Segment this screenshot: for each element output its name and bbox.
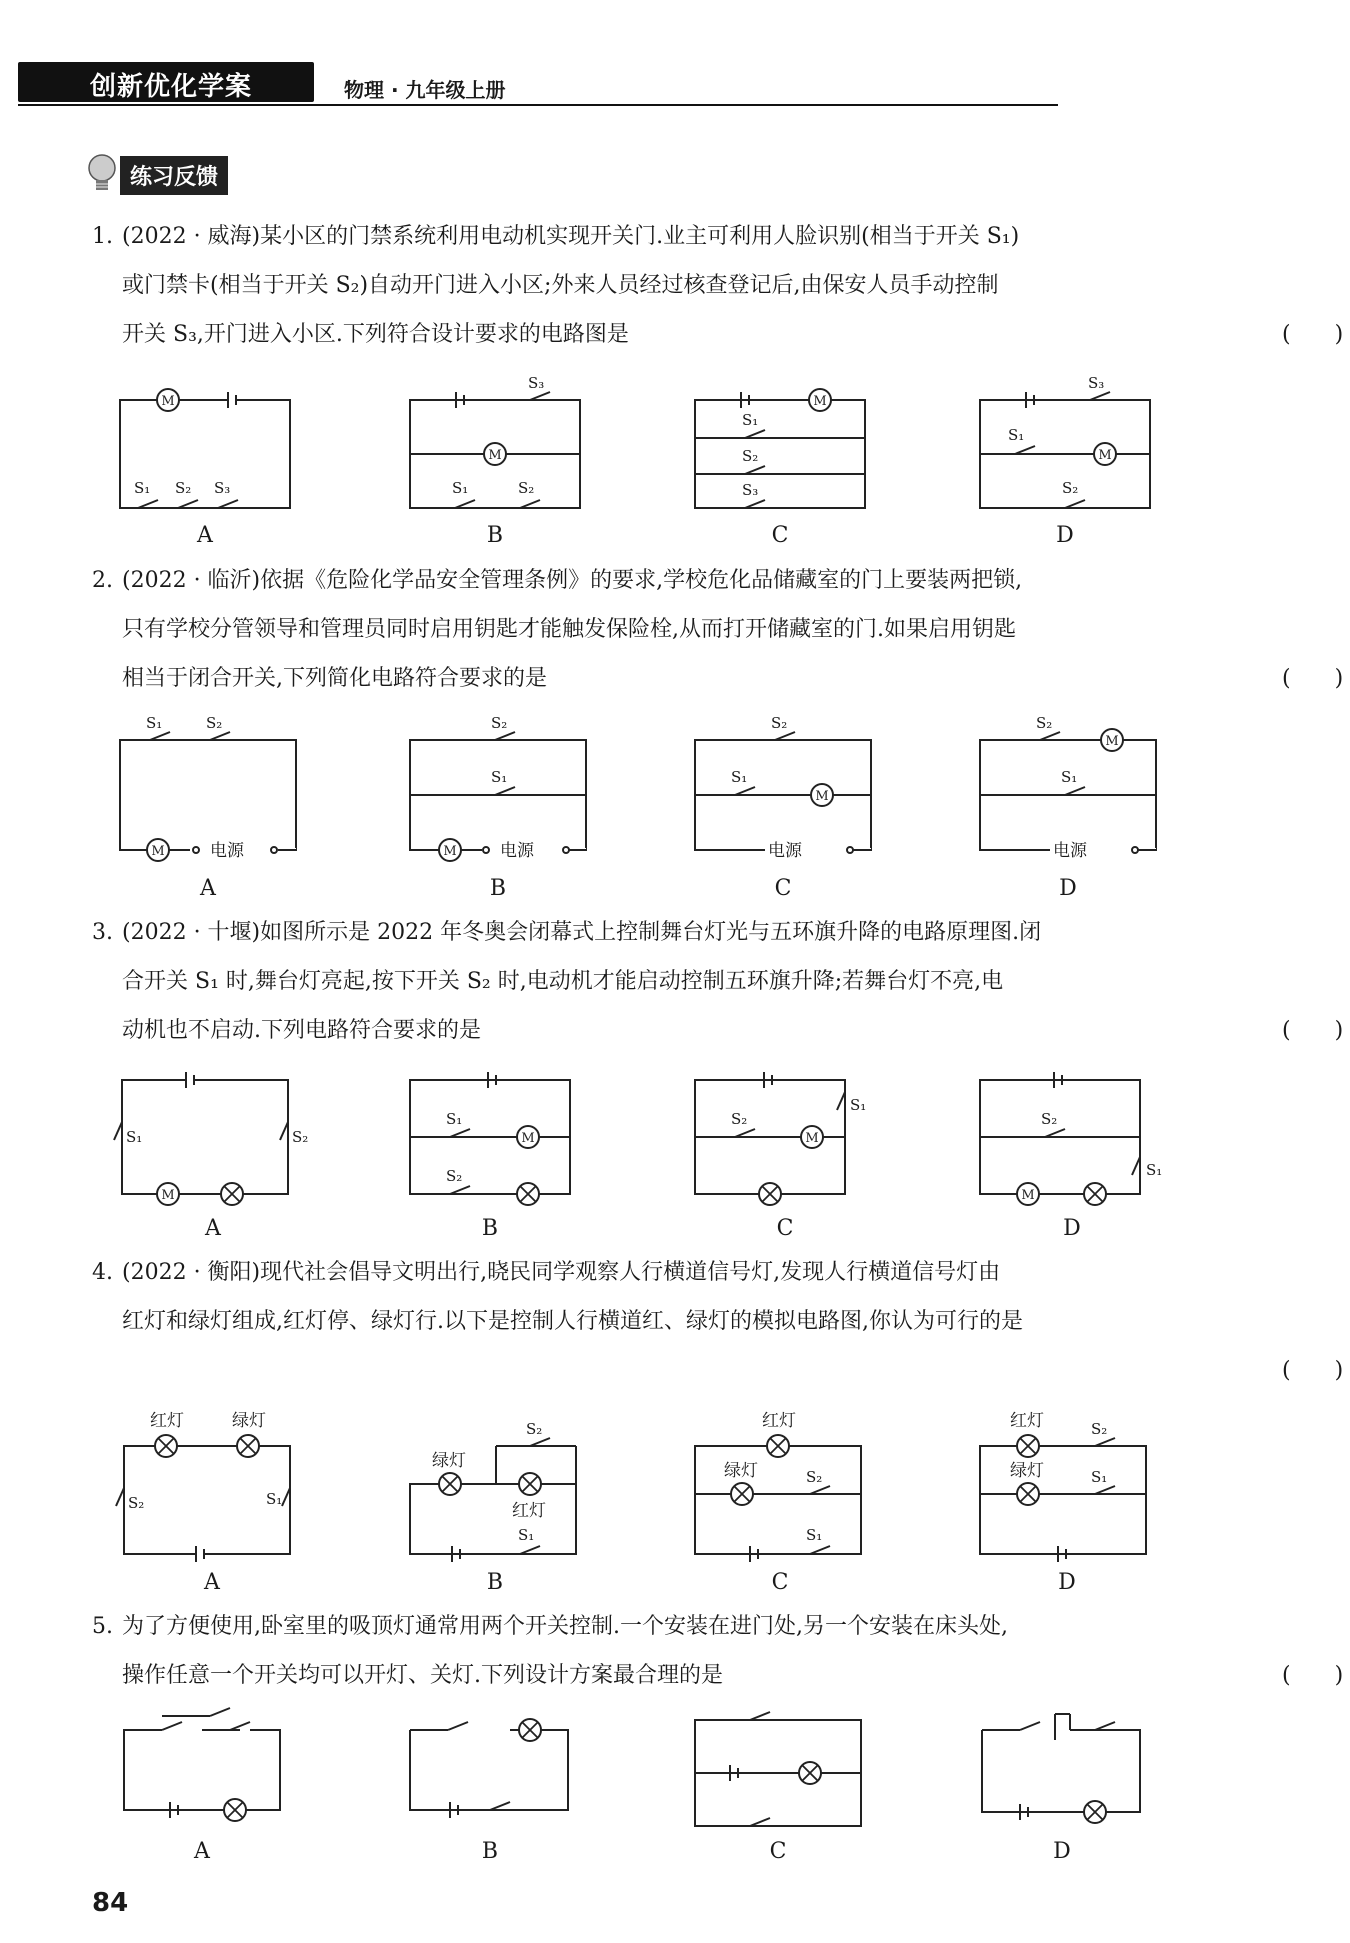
switch-label: S₂ — [206, 714, 223, 732]
lamp-label: 绿灯 — [724, 1461, 758, 1481]
question-text-line: 操作任意一个开关均可以开灯、关灯.下列设计方案最合理的是 — [122, 1663, 723, 1688]
switch-label: S₁ — [126, 1128, 143, 1146]
switch-label: S₂ — [1062, 479, 1079, 497]
q1-circuit-figure — [110, 374, 1260, 550]
switch-label: S₃ — [742, 481, 759, 499]
question-number: 3. — [92, 920, 113, 945]
option-label[interactable]: B — [486, 1570, 504, 1595]
switch-label: S₁ — [1061, 768, 1078, 786]
option-label[interactable]: D — [1056, 523, 1074, 548]
q3-circuit-figure — [110, 1062, 1260, 1242]
option-label[interactable]: C — [769, 1839, 787, 1864]
switch-label: S₂ — [518, 479, 535, 497]
switch-label: S₂ — [446, 1167, 463, 1185]
svg-text:M: M — [805, 1131, 819, 1146]
q2-diagrams — [110, 714, 1260, 904]
answer-blank[interactable]: ( ) — [1282, 1018, 1344, 1043]
switch-label: S₁ — [742, 411, 759, 429]
option-label[interactable]: D — [1063, 1216, 1081, 1241]
svg-text:M: M — [1098, 448, 1112, 463]
svg-text:M: M — [488, 448, 502, 463]
switch-label: S₁ — [806, 1526, 823, 1544]
power-source-label: 电源 — [1053, 841, 1087, 861]
switch-label: S₁ — [134, 479, 151, 497]
lamp-label: 红灯 — [762, 1411, 796, 1431]
switch-label: S₂ — [742, 447, 759, 465]
switch-label: S₁ — [731, 768, 748, 786]
switch-label: S₁ — [452, 479, 469, 497]
svg-text:M: M — [813, 394, 827, 409]
switch-label: S₂ — [491, 714, 508, 732]
subject-label: 物理 · 九年级上册 — [344, 78, 506, 102]
switch-label: S₁ — [1091, 1468, 1108, 1486]
power-source-label: 电源 — [500, 841, 534, 861]
switch-label: S₁ — [518, 1526, 535, 1544]
brand-title: 创新优化学案 — [90, 72, 253, 102]
question-text-line: 合开关 S₁ 时,舞台灯亮起,按下开关 S₂ 时,电动机才能启动控制五环旗升降;若舞台灯不亮,电 — [122, 969, 1004, 994]
answer-blank[interactable]: ( ) — [1282, 666, 1344, 691]
power-source-label: 电源 — [768, 841, 802, 861]
section-title: 练习反馈 — [120, 156, 228, 195]
svg-text:M: M — [521, 1131, 535, 1146]
switch-label: S₃ — [528, 374, 545, 392]
q2-circuit-figure — [110, 714, 1260, 901]
svg-text:M: M — [161, 1188, 175, 1203]
q1-diagrams — [110, 374, 1260, 554]
svg-text:M: M — [161, 394, 175, 409]
q5-diagrams — [110, 1700, 1260, 1864]
lightbulb-icon — [86, 152, 118, 196]
switch-label: S₁ — [446, 1110, 463, 1128]
option-label[interactable]: B — [486, 523, 504, 548]
option-label[interactable]: D — [1058, 1570, 1076, 1595]
answer-blank[interactable]: ( ) — [1282, 1358, 1344, 1383]
switch-label: S₁ — [266, 1490, 283, 1508]
switch-label: S₂ — [128, 1494, 145, 1512]
question-text-line: 开关 S₃,开门进入小区.下列符合设计要求的电路图是 — [122, 322, 629, 347]
answer-blank[interactable]: ( ) — [1282, 1663, 1344, 1688]
switch-label: S₁ — [1008, 426, 1025, 444]
switch-label: S₁ — [850, 1096, 867, 1114]
option-label[interactable]: A — [204, 1570, 220, 1595]
lamp-label: 红灯 — [1010, 1411, 1044, 1431]
option-label[interactable]: A — [205, 1216, 221, 1241]
option-label[interactable]: C — [774, 876, 792, 901]
svg-text:M: M — [151, 844, 165, 859]
answer-blank[interactable]: ( ) — [1282, 322, 1344, 347]
q4-circuit-figure — [110, 1404, 1260, 1594]
svg-text:M: M — [1105, 734, 1119, 749]
question-text-line: (2022 · 十堰)如图所示是 2022 年冬奥会闭幕式上控制舞台灯光与五环旗升降的电路原理图.闭 — [122, 920, 1042, 945]
question-text-line: (2022 · 临沂)依据《危险化学品安全管理条例》的要求,学校危化品储藏室的门上要装两把锁, — [122, 568, 1023, 593]
svg-text:M: M — [815, 789, 829, 804]
question-text-line: 为了方便使用,卧室里的吸顶灯通常用两个开关控制.一个安装在进门处,另一个安装在床头处, — [122, 1614, 1008, 1639]
lamp-label: 红灯 — [512, 1501, 546, 1521]
switch-label: S₁ — [491, 768, 508, 786]
question-text-line: 只有学校分管领导和管理员同时启用钥匙才能触发保险栓,从而打开储藏室的门.如果启用钥匙 — [122, 617, 1016, 642]
switch-label: S₂ — [526, 1420, 543, 1438]
option-label[interactable]: D — [1059, 876, 1077, 901]
q3-diagrams — [110, 1062, 1260, 1246]
svg-text:M: M — [1021, 1188, 1035, 1203]
question-text-line: 或门禁卡(相当于开关 S₂)自动开门进入小区;外来人员经过核查登记后,由保安人员手动控制 — [122, 273, 999, 298]
option-label[interactable]: B — [481, 1839, 499, 1864]
switch-label: S₂ — [1036, 714, 1053, 732]
page-number: 84 — [92, 1888, 129, 1918]
question-text-line: 相当于闭合开关,下列简化电路符合要求的是 — [122, 666, 547, 691]
lamp-label: 绿灯 — [432, 1451, 466, 1471]
question-text-line: (2022 · 衡阳)现代社会倡导文明出行,晓民同学观察人行横道信号灯,发现人行横道信号灯由 — [122, 1260, 1001, 1285]
option-label[interactable]: C — [776, 1216, 794, 1241]
q5-circuit-figure — [110, 1700, 1260, 1864]
option-label[interactable]: A — [200, 876, 216, 901]
switch-label: S₃ — [1088, 374, 1105, 392]
lamp-label: 红灯 — [150, 1411, 184, 1431]
switch-label: S₂ — [1091, 1420, 1108, 1438]
svg-text:M: M — [443, 844, 457, 859]
header-rule — [18, 104, 1058, 106]
switch-label: S₁ — [146, 714, 163, 732]
switch-label: S₃ — [214, 479, 231, 497]
question-text-line: 红灯和绿灯组成,红灯停、绿灯行.以下是控制人行横道红、绿灯的模拟电路图,你认为可行的是 — [122, 1309, 1023, 1334]
question-number: 5. — [92, 1614, 113, 1639]
switch-label: S₂ — [806, 1468, 823, 1486]
switch-label: S₂ — [731, 1110, 748, 1128]
option-label[interactable]: D — [1053, 1839, 1071, 1864]
option-label[interactable]: A — [197, 523, 213, 548]
option-label[interactable]: C — [771, 1570, 789, 1595]
question-number: 1. — [92, 224, 113, 249]
option-label[interactable]: A — [194, 1839, 210, 1864]
question-number: 4. — [92, 1260, 113, 1285]
q4-diagrams — [110, 1404, 1260, 1598]
option-label[interactable]: B — [489, 876, 507, 901]
option-label[interactable]: B — [481, 1216, 499, 1241]
switch-label: S₁ — [1146, 1161, 1163, 1179]
switch-label: S₂ — [771, 714, 788, 732]
switch-label: S₂ — [175, 479, 192, 497]
switch-label: S₂ — [1041, 1110, 1058, 1128]
power-source-label: 电源 — [210, 841, 244, 861]
switch-label: S₂ — [292, 1128, 309, 1146]
lamp-label: 绿灯 — [1010, 1461, 1044, 1481]
lamp-label: 绿灯 — [232, 1411, 266, 1431]
question-text-line: 动机也不启动.下列电路符合要求的是 — [122, 1018, 481, 1043]
page-header — [18, 56, 1048, 106]
question-text-line: (2022 · 威海)某小区的门禁系统利用电动机实现开关门.业主可利用人脸识别(相当于开关 S₁) — [122, 224, 1020, 249]
question-number: 2. — [92, 568, 113, 593]
option-label[interactable]: C — [771, 523, 789, 548]
